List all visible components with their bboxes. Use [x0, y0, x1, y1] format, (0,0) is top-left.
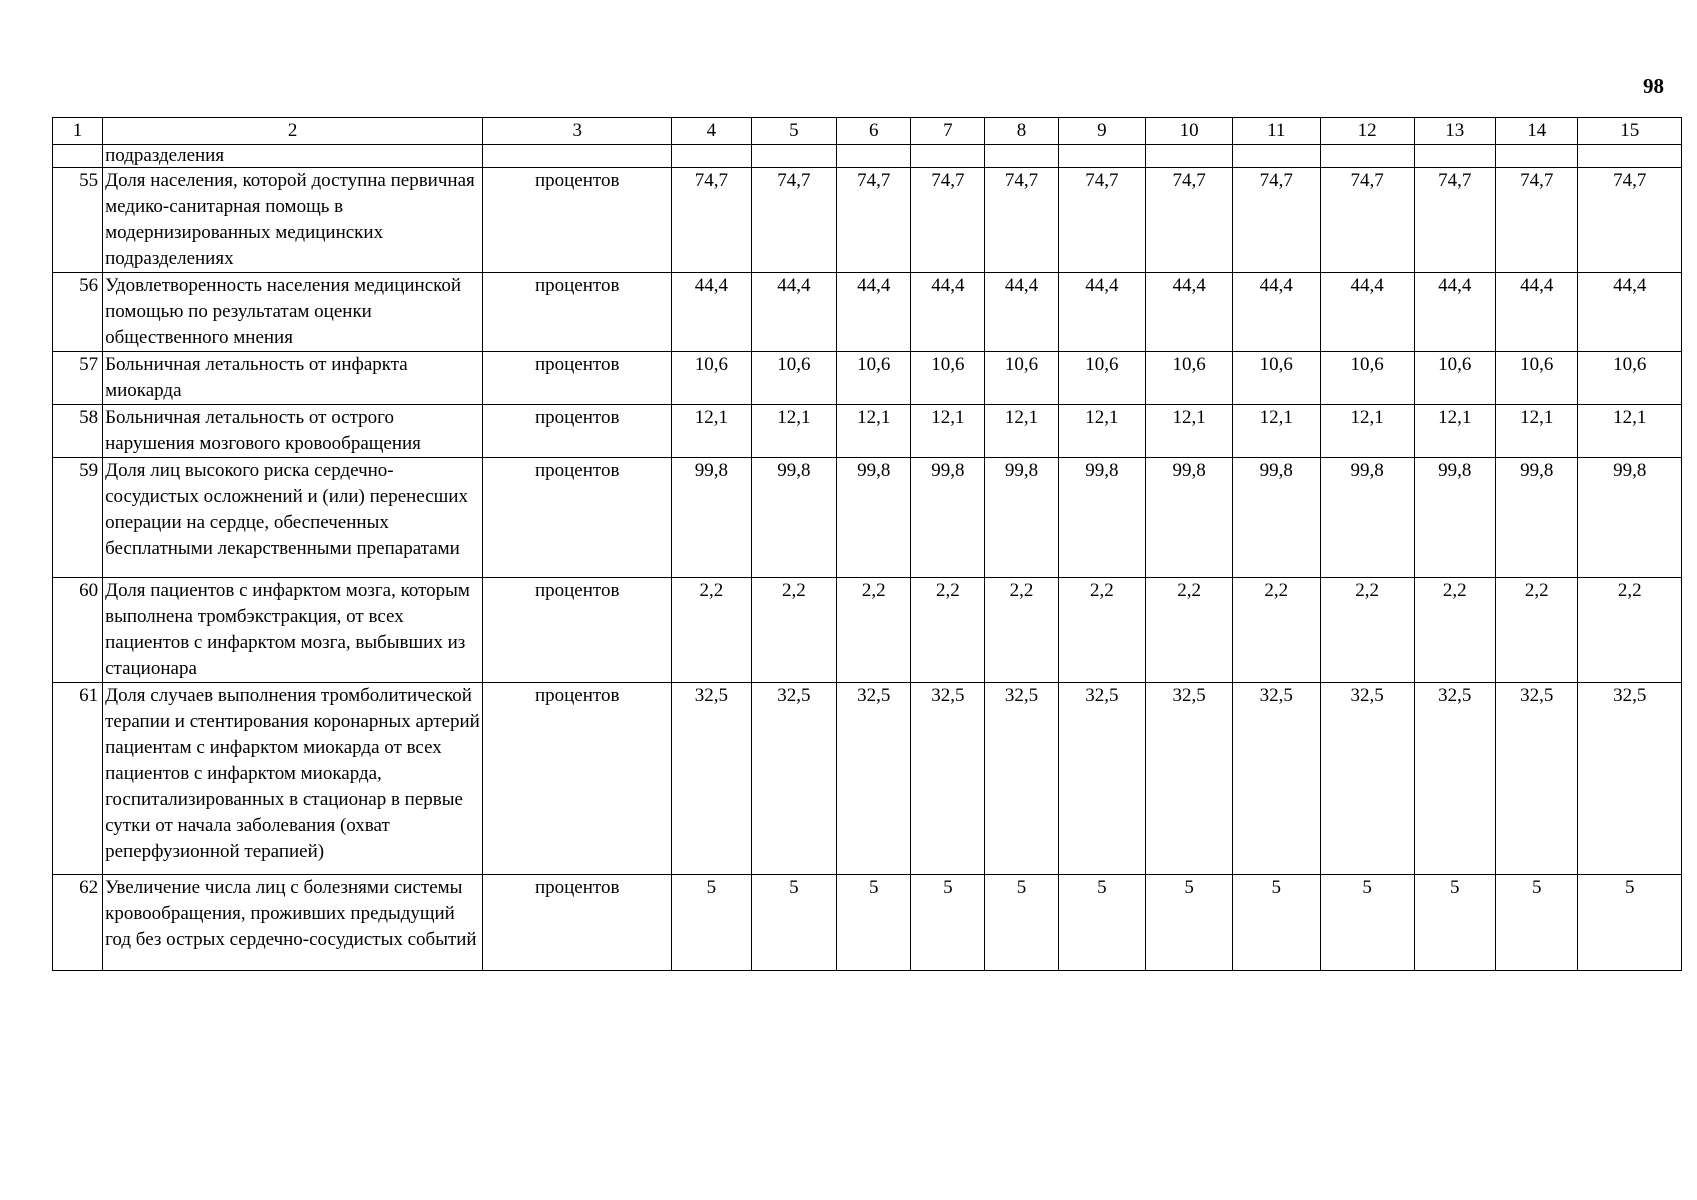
header-cell: 8	[985, 118, 1058, 145]
indicator-name: Доля населения, которой доступна первичная медико-санитарная помощь в модернизированных медицинских подразделениях	[103, 168, 483, 273]
value-cell: 12,1	[1232, 405, 1320, 458]
value-cell: 32,5	[1058, 683, 1146, 875]
value-cell: 2,2	[1414, 578, 1495, 683]
header-cell: 5	[751, 118, 837, 145]
value-cell: 2,2	[1232, 578, 1320, 683]
value-cell: 5	[985, 875, 1058, 971]
value-cell: 10,6	[672, 352, 751, 405]
indicator-name: Увеличение числа лиц с болезнями системы кровообращения, проживших предыдущий год без острых сердечно-сосудистых событий	[103, 875, 483, 971]
value-cell: 2,2	[1146, 578, 1233, 683]
header-cell: 3	[483, 118, 672, 145]
header-cell: 15	[1578, 118, 1682, 145]
value-cell: 32,5	[911, 683, 985, 875]
empty-cell	[1146, 145, 1233, 168]
value-cell: 99,8	[672, 458, 751, 578]
empty-cell	[672, 145, 751, 168]
value-cell: 10,6	[837, 352, 911, 405]
value-cell: 12,1	[985, 405, 1058, 458]
value-cell: 10,6	[1320, 352, 1414, 405]
value-cell: 74,7	[837, 168, 911, 273]
value-cell: 74,7	[751, 168, 837, 273]
indicator-name: Доля лиц высокого риска сердечно-сосудистых осложнений и (или) перенесших операции на сердце, обеспеченных бесплатными лекарственными препаратами	[103, 458, 483, 578]
row-number: 55	[53, 168, 103, 273]
table-row	[53, 273, 1682, 352]
page-number: 98	[1643, 74, 1664, 98]
value-cell: 5	[672, 875, 751, 971]
indicator-name: Доля пациентов с инфарктом мозга, которым выполнена тромбэкстракция, от всех пациентов с инфарктом мозга, выбывших из стационара	[103, 578, 483, 683]
table-row	[53, 875, 1682, 971]
value-cell: 74,7	[1496, 168, 1578, 273]
value-cell: 74,7	[672, 168, 751, 273]
value-cell: 12,1	[751, 405, 837, 458]
value-cell: 44,4	[1320, 273, 1414, 352]
value-cell: 10,6	[1578, 352, 1682, 405]
value-cell: 99,8	[837, 458, 911, 578]
value-cell: 2,2	[985, 578, 1058, 683]
value-cell: 99,8	[1578, 458, 1682, 578]
value-cell: 44,4	[1496, 273, 1578, 352]
value-cell: 44,4	[1578, 273, 1682, 352]
header-cell: 7	[911, 118, 985, 145]
value-cell: 2,2	[1496, 578, 1578, 683]
value-cell: 12,1	[837, 405, 911, 458]
value-cell: 44,4	[911, 273, 985, 352]
value-cell: 5	[1578, 875, 1682, 971]
empty-cell	[53, 145, 103, 168]
value-cell: 2,2	[672, 578, 751, 683]
value-cell: 12,1	[1578, 405, 1682, 458]
table-row	[53, 458, 1682, 578]
value-cell: 32,5	[1320, 683, 1414, 875]
unit-cell: процентов	[483, 683, 672, 875]
header-cell: 4	[672, 118, 751, 145]
value-cell: 44,4	[1414, 273, 1495, 352]
empty-cell	[751, 145, 837, 168]
value-cell: 10,6	[751, 352, 837, 405]
value-cell: 99,8	[1414, 458, 1495, 578]
value-cell: 44,4	[1058, 273, 1146, 352]
value-cell: 5	[1496, 875, 1578, 971]
value-cell: 2,2	[751, 578, 837, 683]
continuation-text: подразделения	[103, 145, 483, 168]
value-cell: 32,5	[1578, 683, 1682, 875]
indicator-name: Доля случаев выполнения тромболитической терапии и стентирования коронарных артерий пациентам с инфарктом миокарда от всех пациентов с инфарктом миокарда, госпитализированных в стационар в первые сутки от начала заболевания (охват реперфузионной терапией)	[103, 683, 483, 875]
empty-cell	[1496, 145, 1578, 168]
table-row	[53, 168, 1682, 273]
row-number: 58	[53, 405, 103, 458]
value-cell: 5	[1058, 875, 1146, 971]
value-cell: 5	[1146, 875, 1233, 971]
empty-cell	[1058, 145, 1146, 168]
value-cell: 99,8	[1232, 458, 1320, 578]
indicator-name: Больничная летальность от инфаркта миокарда	[103, 352, 483, 405]
value-cell: 99,8	[911, 458, 985, 578]
header-cell: 10	[1146, 118, 1233, 145]
value-cell: 2,2	[1578, 578, 1682, 683]
value-cell: 32,5	[837, 683, 911, 875]
continuation-row	[53, 145, 1682, 168]
value-cell: 74,7	[1058, 168, 1146, 273]
unit-cell: процентов	[483, 458, 672, 578]
value-cell: 10,6	[1232, 352, 1320, 405]
value-cell: 32,5	[1146, 683, 1233, 875]
value-cell: 99,8	[985, 458, 1058, 578]
value-cell: 5	[751, 875, 837, 971]
value-cell: 12,1	[1058, 405, 1146, 458]
row-number: 57	[53, 352, 103, 405]
value-cell: 12,1	[1414, 405, 1495, 458]
value-cell: 74,7	[985, 168, 1058, 273]
unit-cell: процентов	[483, 168, 672, 273]
row-number: 59	[53, 458, 103, 578]
value-cell: 99,8	[1320, 458, 1414, 578]
value-cell: 32,5	[1496, 683, 1578, 875]
value-cell: 10,6	[1058, 352, 1146, 405]
value-cell: 2,2	[1058, 578, 1146, 683]
value-cell: 10,6	[1496, 352, 1578, 405]
header-cell: 1	[53, 118, 103, 145]
value-cell: 12,1	[911, 405, 985, 458]
value-cell: 12,1	[1496, 405, 1578, 458]
empty-cell	[911, 145, 985, 168]
value-cell: 12,1	[1146, 405, 1233, 458]
header-cell: 11	[1232, 118, 1320, 145]
value-cell: 2,2	[911, 578, 985, 683]
value-cell: 99,8	[1058, 458, 1146, 578]
value-cell: 12,1	[672, 405, 751, 458]
value-cell: 32,5	[672, 683, 751, 875]
empty-cell	[1320, 145, 1414, 168]
table-row	[53, 683, 1682, 875]
empty-cell	[1578, 145, 1682, 168]
table-row	[53, 405, 1682, 458]
empty-cell	[1414, 145, 1495, 168]
empty-cell	[985, 145, 1058, 168]
unit-cell: процентов	[483, 405, 672, 458]
value-cell: 44,4	[1232, 273, 1320, 352]
empty-cell	[837, 145, 911, 168]
row-number: 60	[53, 578, 103, 683]
header-cell: 13	[1414, 118, 1495, 145]
value-cell: 32,5	[985, 683, 1058, 875]
value-cell: 5	[837, 875, 911, 971]
table-row	[53, 352, 1682, 405]
header-cell: 14	[1496, 118, 1578, 145]
table-row	[53, 578, 1682, 683]
indicator-name: Удовлетворенность населения медицинской помощью по результатам оценки общественного мнения	[103, 273, 483, 352]
header-cell: 9	[1058, 118, 1146, 145]
value-cell: 10,6	[1414, 352, 1495, 405]
value-cell: 2,2	[837, 578, 911, 683]
row-number: 56	[53, 273, 103, 352]
indicators-table	[52, 117, 1682, 971]
header-row	[53, 118, 1682, 145]
row-number: 61	[53, 683, 103, 875]
header-cell: 2	[103, 118, 483, 145]
value-cell: 32,5	[1232, 683, 1320, 875]
value-cell: 10,6	[911, 352, 985, 405]
value-cell: 44,4	[985, 273, 1058, 352]
value-cell: 74,7	[1414, 168, 1495, 273]
value-cell: 74,7	[1320, 168, 1414, 273]
value-cell: 44,4	[1146, 273, 1233, 352]
value-cell: 12,1	[1320, 405, 1414, 458]
table-body	[53, 118, 1682, 971]
value-cell: 44,4	[837, 273, 911, 352]
value-cell: 32,5	[751, 683, 837, 875]
empty-cell	[483, 145, 672, 168]
value-cell: 5	[1414, 875, 1495, 971]
header-cell: 12	[1320, 118, 1414, 145]
value-cell: 2,2	[1320, 578, 1414, 683]
value-cell: 44,4	[751, 273, 837, 352]
header-cell: 6	[837, 118, 911, 145]
unit-cell: процентов	[483, 352, 672, 405]
value-cell: 74,7	[1232, 168, 1320, 273]
value-cell: 99,8	[751, 458, 837, 578]
value-cell: 99,8	[1496, 458, 1578, 578]
unit-cell: процентов	[483, 578, 672, 683]
value-cell: 5	[1232, 875, 1320, 971]
value-cell: 74,7	[911, 168, 985, 273]
value-cell: 32,5	[1414, 683, 1495, 875]
unit-cell: процентов	[483, 273, 672, 352]
value-cell: 10,6	[985, 352, 1058, 405]
unit-cell: процентов	[483, 875, 672, 971]
indicator-name: Больничная летальность от острого нарушения мозгового кровообращения	[103, 405, 483, 458]
value-cell: 5	[1320, 875, 1414, 971]
value-cell: 5	[911, 875, 985, 971]
value-cell: 44,4	[672, 273, 751, 352]
empty-cell	[1232, 145, 1320, 168]
value-cell: 10,6	[1146, 352, 1233, 405]
value-cell: 99,8	[1146, 458, 1233, 578]
value-cell: 74,7	[1146, 168, 1233, 273]
row-number: 62	[53, 875, 103, 971]
value-cell: 74,7	[1578, 168, 1682, 273]
